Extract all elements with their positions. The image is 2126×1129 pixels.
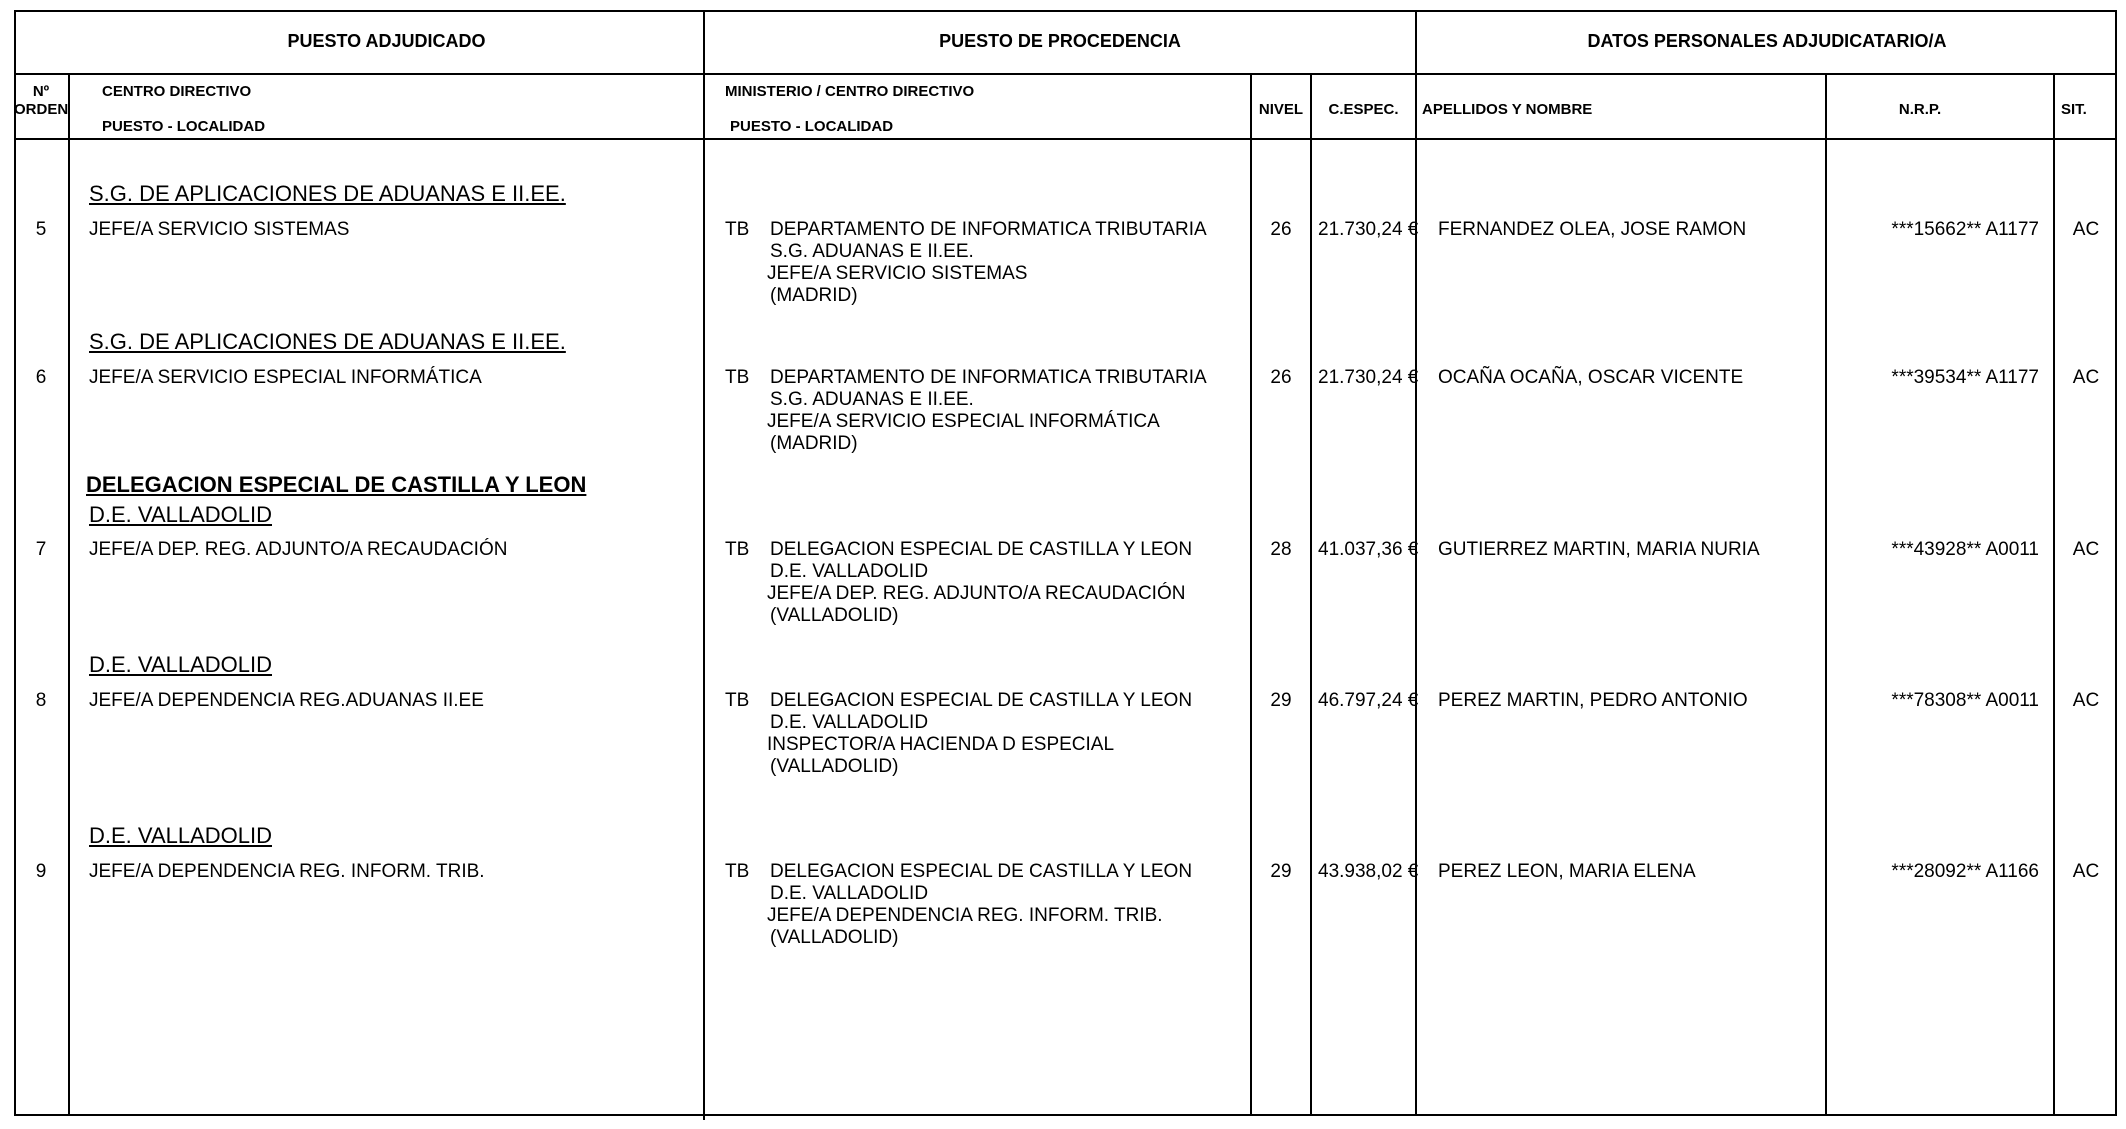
header-divider-2 (14, 138, 2117, 140)
row-nrp: ***28092** A1166 (1891, 861, 2039, 882)
row-ministerio: TB (725, 219, 750, 240)
row-proc-line4: (MADRID) (770, 285, 858, 306)
col-header-puesto-localidad: PUESTO - LOCALIDAD (102, 118, 266, 135)
row-nivel: 26 (1270, 219, 1292, 240)
row-puesto: JEFE/A SERVICIO ESPECIAL INFORMÁTICA (89, 367, 482, 388)
row-proc-line4: (VALLADOLID) (770, 756, 899, 777)
row-nrp: ***43928** A0011 (1891, 539, 2039, 560)
section-title: DELEGACION ESPECIAL DE CASTILLA Y LEON (86, 472, 587, 497)
row-proc-line1: DELEGACION ESPECIAL DE CASTILLA Y LEON (770, 539, 1193, 560)
group-divider-1 (703, 10, 705, 1120)
row-proc-line2: D.E. VALLADOLID (770, 883, 929, 904)
row-nombre: OCAÑA OCAÑA, OSCAR VICENTE (1438, 367, 1744, 388)
col-divider-orden (68, 73, 70, 1116)
section-title: D.E. VALLADOLID (89, 823, 272, 848)
table-frame (14, 10, 2117, 1116)
col-header-nivel: NIVEL (1258, 101, 1304, 118)
row-proc-line1: DEPARTAMENTO DE INFORMATICA TRIBUTARIA (770, 219, 1207, 240)
header-divider-1 (14, 73, 2117, 75)
row-proc-line4: (VALLADOLID) (770, 927, 899, 948)
row-nivel: 29 (1270, 690, 1292, 711)
col-header-sit: SIT. (2061, 101, 2087, 118)
row-cespec: 43.938,02 € (1318, 861, 1419, 882)
row-sit: AC (2072, 861, 2100, 882)
row-proc-line3: JEFE/A SERVICIO SISTEMAS (767, 263, 1028, 284)
row-cespec: 41.037,36 € (1318, 539, 1419, 560)
row-orden: 9 (35, 861, 47, 882)
row-nivel: 28 (1270, 539, 1292, 560)
section-title: D.E. VALLADOLID (89, 502, 272, 527)
row-cespec: 21.730,24 € (1318, 367, 1419, 388)
row-nombre: PEREZ LEON, MARIA ELENA (1438, 861, 1696, 882)
section-title: D.E. VALLADOLID (89, 652, 272, 677)
row-puesto: JEFE/A DEP. REG. ADJUNTO/A RECAUDACIÓN (89, 539, 508, 560)
row-proc-line3: JEFE/A DEP. REG. ADJUNTO/A RECAUDACIÓN (767, 583, 1186, 604)
col-header-puesto-localidad-proc: PUESTO - LOCALIDAD (730, 118, 894, 135)
row-ministerio: TB (725, 690, 750, 711)
col-header-nrp: N.R.P. (1898, 101, 1942, 118)
row-nombre: PEREZ MARTIN, PEDRO ANTONIO (1438, 690, 1748, 711)
section-title: S.G. DE APLICACIONES DE ADUANAS E II.EE. (89, 181, 566, 206)
row-proc-line2: D.E. VALLADOLID (770, 712, 929, 733)
col-header-apellidos: APELLIDOS Y NOMBRE (1422, 101, 1593, 118)
row-puesto: JEFE/A DEPENDENCIA REG.ADUANAS II.EE (89, 690, 484, 711)
row-proc-line3: JEFE/A SERVICIO ESPECIAL INFORMÁTICA (767, 411, 1160, 432)
row-sit: AC (2072, 367, 2100, 388)
row-sit: AC (2072, 690, 2100, 711)
row-proc-line4: (VALLADOLID) (770, 605, 899, 626)
row-proc-line2: D.E. VALLADOLID (770, 561, 929, 582)
col-header-orden-2: ORDEN (14, 101, 69, 118)
group-header-datos: DATOS PERSONALES ADJUDICATARIO/A (1587, 31, 1947, 51)
row-orden: 6 (35, 367, 47, 388)
row-ministerio: TB (725, 539, 750, 560)
row-nivel: 29 (1270, 861, 1292, 882)
row-proc-line1: DELEGACION ESPECIAL DE CASTILLA Y LEON (770, 861, 1193, 882)
group-header-adjudicado: PUESTO ADJUDICADO (287, 31, 486, 51)
row-proc-line2: S.G. ADUANAS E II.EE. (770, 389, 974, 410)
row-proc-line2: S.G. ADUANAS E II.EE. (770, 241, 974, 262)
row-proc-line1: DELEGACION ESPECIAL DE CASTILLA Y LEON (770, 690, 1193, 711)
row-nivel: 26 (1270, 367, 1292, 388)
row-sit: AC (2072, 219, 2100, 240)
row-proc-line1: DEPARTAMENTO DE INFORMATICA TRIBUTARIA (770, 367, 1207, 388)
row-cespec: 21.730,24 € (1318, 219, 1419, 240)
group-header-procedencia: PUESTO DE PROCEDENCIA (939, 31, 1181, 51)
group-divider-2 (1415, 10, 1417, 1116)
row-orden: 5 (35, 219, 47, 240)
col-header-cespec: C.ESPEC. (1328, 101, 1399, 118)
row-nrp: ***39534** A1177 (1891, 367, 2039, 388)
row-nrp: ***78308** A0011 (1891, 690, 2039, 711)
row-proc-line3: JEFE/A DEPENDENCIA REG. INFORM. TRIB. (767, 905, 1163, 926)
row-puesto: JEFE/A SERVICIO SISTEMAS (89, 219, 350, 240)
row-sit: AC (2072, 539, 2100, 560)
row-nrp: ***15662** A1177 (1891, 219, 2039, 240)
row-nombre: FERNANDEZ OLEA, JOSE RAMON (1438, 219, 1747, 240)
col-header-ministerio: MINISTERIO / CENTRO DIRECTIVO (725, 83, 975, 100)
col-header-centro-directivo: CENTRO DIRECTIVO (102, 83, 252, 100)
row-nombre: GUTIERREZ MARTIN, MARIA NURIA (1438, 539, 1760, 560)
row-orden: 7 (35, 539, 47, 560)
row-ministerio: TB (725, 861, 750, 882)
row-proc-line3: INSPECTOR/A HACIENDA D ESPECIAL (767, 734, 1115, 755)
row-cespec: 46.797,24 € (1318, 690, 1419, 711)
row-puesto: JEFE/A DEPENDENCIA REG. INFORM. TRIB. (89, 861, 485, 882)
row-ministerio: TB (725, 367, 750, 388)
col-divider-cespec (1310, 73, 1312, 1116)
row-proc-line4: (MADRID) (770, 433, 858, 454)
col-header-orden-1: Nº (32, 83, 50, 100)
row-orden: 8 (35, 690, 47, 711)
section-title: S.G. DE APLICACIONES DE ADUANAS E II.EE. (89, 329, 566, 354)
